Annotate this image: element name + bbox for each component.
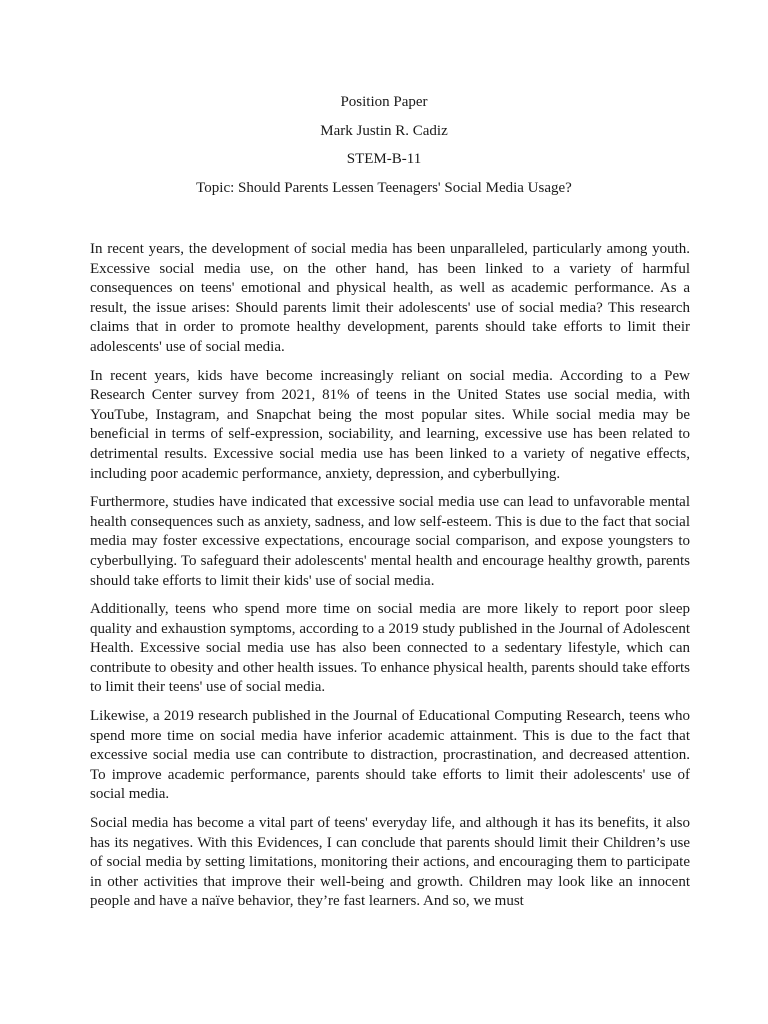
paragraph-reliance: In recent years, kids have become increasingly reliant on social media. According to a Pew Research Center survey from 2021, 81% of teens in the United States use social media, with YouTube, Instagram, and Snapchat being the most popular sites. While social media may be beneficial in terms of self-expression, sociability, and learning, excessive use has been related to detrimental results. Excessive social media use has been linked to a variety of negative effects, including poor academic performance, anxiety, depression, and cyberbullying. [90,367,690,482]
paragraph-physical-health: Additionally, teens who spend more time on social media are more likely to report poor sleep quality and exhaustion symptoms, according to a 2019 study published in the Journal of Adolescent Health. Excessive social media use has also been connected to a sedentary lifestyle, which can contribute to obesity and other health issues. To enhance physical health, parents should take efforts to limit their teens' use of social media. [90,601,690,696]
class-section: STEM-B-11 [346,151,422,167]
document-header [0,92,768,206]
paragraph-conclusion: Social media has become a vital part of teens' everyday life, and although it has its benefits, it also has its negatives. With this Evidences, I can conclude that parents should limit their Children’s use of social media by setting limitations, monitoring their actions, and encouraging them to participate in other activities that improve their well-being and growth. Children may look like an innocent people and have a naïve behavior, they’re fast learners. And so, we must [90,815,690,910]
paragraph-mental-health: Furthermore, studies have indicated that excessive social media use can lead to unfavorable mental health consequences such as anxiety, sadness, and low self-esteem. This is due to the fact that social media may foster excessive expectations, encourage social comparison, and expose youngsters to cyberbullying. To safeguard their adolescents' mental health and encourage healthy growth, parents should take efforts to limit their kids' use of social media. [90,494,690,589]
document-body [90,240,690,921]
paragraph-academic: Likewise, a 2019 research published in the Journal of Educational Computing Research, teens who spend more time on social media have inferior academic attainment. This is due to the fact that excessive social media use can contribute to distraction, procrastination, and decreased attention. To improve academic performance, parents should take efforts to limit their adolescents' use of social media. [90,708,690,803]
paragraph-introduction: In recent years, the development of social media has been unparalleled, particularly among youth. Excessive social media use, on the other hand, has been linked to a variety of harmful consequences on teens' emotional and physical health, as well as academic performance. As a result, the issue arises: Should parents limit their adolescents' use of social media? This research claims that in order to promote healthy development, parents should take efforts to limit their adolescents' use of social media. [90,241,690,355]
topic-line: Topic: Should Parents Lessen Teenagers' Social Media Usage? [196,179,572,196]
document-type-title: Position Paper [340,94,428,110]
author-name: Mark Justin R. Cadiz [320,122,448,139]
